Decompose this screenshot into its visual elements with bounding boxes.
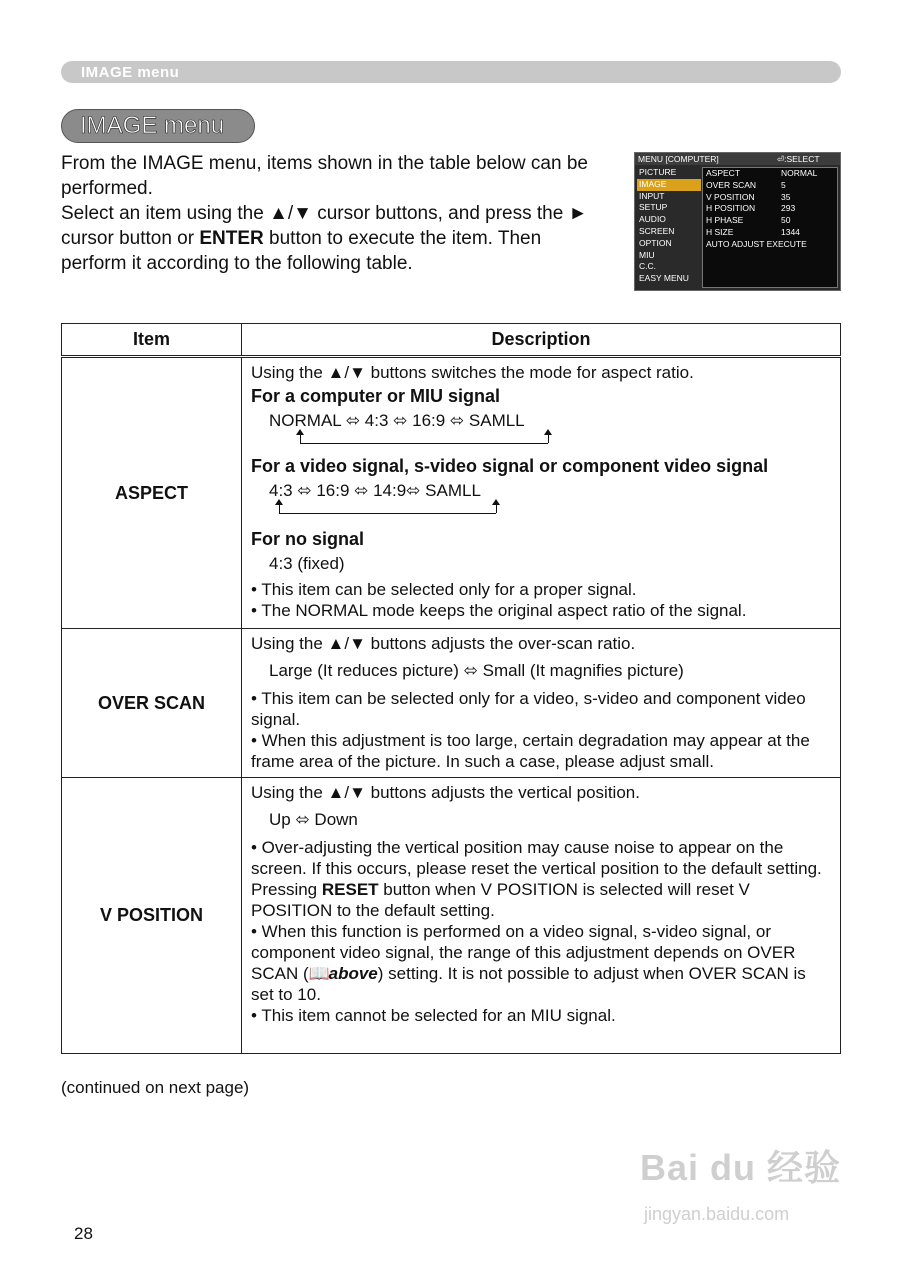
osd-menu-item: OPTION xyxy=(639,237,672,248)
aspect-note-1: • This item can be selected only for a proper signal. xyxy=(251,580,637,599)
osd-menu-item: EASY MENU xyxy=(639,273,689,284)
osd-setting-value: 50 xyxy=(781,215,791,226)
intro-enter-bold: ENTER xyxy=(199,228,264,249)
aspect-seq-nosignal: 4:3 (fixed) xyxy=(269,554,345,573)
intro-line-2 xyxy=(61,201,606,276)
item-overscan: OVER SCAN xyxy=(62,629,242,778)
vposition-note-3-post: ) setting. It is not possible to adjust when OVER SCAN is set to 10. xyxy=(251,964,806,1004)
vposition-note-4: • This item cannot be selected for an MIU signal. xyxy=(251,1006,616,1025)
osd-menu-item: SETUP xyxy=(639,202,668,213)
osd-setting-name: ASPECT xyxy=(706,168,741,178)
osd-setting-name: OVER SCAN xyxy=(706,179,757,190)
osd-menu-item: AUDIO xyxy=(639,214,666,225)
book-icon: 📖 xyxy=(308,964,330,983)
aspect-seq-video: 4:3 ⬄ 16:9 ⬄ 14:9⬄ SAMLL xyxy=(269,481,481,500)
osd-setting-row xyxy=(703,168,837,180)
intro-line-2-post: button to execute the item. Then perform it according to the following table. xyxy=(61,228,542,274)
aspect-cycle-arrow-2 xyxy=(251,501,832,523)
above-reference-link[interactable]: above xyxy=(328,964,378,983)
table-header-row xyxy=(62,324,841,357)
osd-top-bar xyxy=(635,153,840,165)
aspect-heading-computer: For a computer or MIU signal xyxy=(251,386,501,406)
vposition-note-2-pre: Pressing xyxy=(251,880,322,899)
osd-select-hint: ⏎:SELECT xyxy=(777,154,820,164)
vposition-note-2 xyxy=(251,879,832,921)
aspect-seq-computer: NORMAL ⬄ 4:3 ⬄ 16:9 ⬄ SAMLL xyxy=(269,411,525,430)
osd-setting-value: 5 xyxy=(781,179,786,190)
page-title-text: IMAGE menu xyxy=(80,112,225,139)
osd-menu-screenshot xyxy=(634,152,841,291)
osd-setting-name: H POSITION xyxy=(706,203,756,214)
osd-menu-item: IMAGE xyxy=(637,179,701,191)
intro-line-2-pre: Select an item using the ▲/▼ cursor buttons, and press the ► cursor button or xyxy=(61,203,588,249)
image-menu-table xyxy=(61,323,841,1054)
vposition-intro: Using the ▲/▼ buttons adjusts the vertical position. xyxy=(251,783,640,802)
reset-bold: RESET xyxy=(321,880,379,899)
osd-setting-value: 293 xyxy=(781,203,796,214)
baidu-watermark xyxy=(640,1140,842,1224)
osd-setting-value: 35 xyxy=(781,191,791,202)
overscan-note-1: • This item can be selected only for a video, s-video and component video signal. xyxy=(251,689,806,729)
osd-setting-value: 1344 xyxy=(781,226,800,237)
osd-setting-row xyxy=(703,227,837,239)
col-header-description: Description xyxy=(242,324,841,357)
vposition-note-2-post: button when V POSITION is selected will reset V POSITION to the default setting. xyxy=(251,880,750,920)
desc-overscan xyxy=(242,629,841,778)
overscan-intro: Using the ▲/▼ buttons adjusts the over-scan ratio. xyxy=(251,634,636,653)
col-header-item: Item xyxy=(62,324,242,357)
table-row-aspect xyxy=(62,357,841,629)
desc-vposition xyxy=(242,778,841,1054)
osd-setting-name: H PHASE xyxy=(706,215,744,226)
osd-setting-row xyxy=(703,203,837,215)
osd-menu-item: C.C. xyxy=(639,261,656,272)
vposition-note-1: • Over-adjusting the vertical position may cause noise to appear on the screen. If this occurs, please reset the vertical position to the default setting. xyxy=(251,838,822,878)
osd-menu-item: MIU xyxy=(639,249,655,260)
osd-settings-panel xyxy=(702,167,838,288)
item-aspect: ASPECT xyxy=(62,357,242,629)
intro-line-1: From the IMAGE menu, items shown in the table below can be performed. xyxy=(61,153,588,199)
osd-setting-name: V POSITION xyxy=(706,191,755,202)
osd-setting-name: AUTO ADJUST EXECUTE xyxy=(706,238,807,249)
header-bar xyxy=(61,61,841,83)
osd-menu-item: INPUT xyxy=(639,190,665,201)
watermark-url: jingyan.baidu.com xyxy=(644,1204,790,1224)
watermark-logo-text: Bai du 经验 xyxy=(640,1147,842,1188)
continued-note: (continued on next page) xyxy=(61,1078,250,1097)
table-row-overscan xyxy=(62,629,841,778)
desc-aspect xyxy=(242,357,841,629)
osd-setting-row xyxy=(703,192,837,204)
osd-setting-row xyxy=(703,180,837,192)
vposition-seq: Up ⬄ Down xyxy=(269,810,358,829)
aspect-heading-nosignal: For no signal xyxy=(251,529,365,549)
vposition-note-3 xyxy=(251,921,832,1005)
intro-text xyxy=(61,151,606,276)
aspect-heading-video: For a video signal, s-video signal or component video signal xyxy=(251,456,769,476)
osd-setting-value: NORMAL xyxy=(781,168,818,178)
osd-menu-item: SCREEN xyxy=(639,225,675,236)
table-row-vposition xyxy=(62,778,841,1054)
aspect-cycle-arrow-1 xyxy=(251,431,832,453)
page-title xyxy=(61,109,255,143)
aspect-note-2: • The NORMAL mode keeps the original aspect ratio of the signal. xyxy=(251,601,747,620)
osd-menu-item: PICTURE xyxy=(639,167,677,177)
vposition-note-3-pre: • When this function is performed on a video signal, s-video signal, or component video signal, the range of this adjustment depends on OVER SCAN ( xyxy=(251,922,796,983)
osd-setting-name: H SIZE xyxy=(706,226,734,237)
osd-menu-title: MENU [COMPUTER] xyxy=(638,154,719,164)
page-number: 28 xyxy=(74,1224,93,1243)
osd-menu-list xyxy=(637,167,701,285)
overscan-note-2: • When this adjustment is too large, certain degradation may appear at the frame area of the picture. In such a case, please adjust small. xyxy=(251,731,810,771)
aspect-intro: Using the ▲/▼ buttons switches the mode for aspect ratio. xyxy=(251,363,694,382)
overscan-seq: Large (It reduces picture) ⬄ Small (It magnifies picture) xyxy=(269,661,684,680)
osd-setting-row xyxy=(703,215,837,227)
item-vposition: V POSITION xyxy=(62,778,242,1054)
header-section-label: IMAGE menu xyxy=(81,64,180,81)
osd-setting-row xyxy=(703,239,837,251)
